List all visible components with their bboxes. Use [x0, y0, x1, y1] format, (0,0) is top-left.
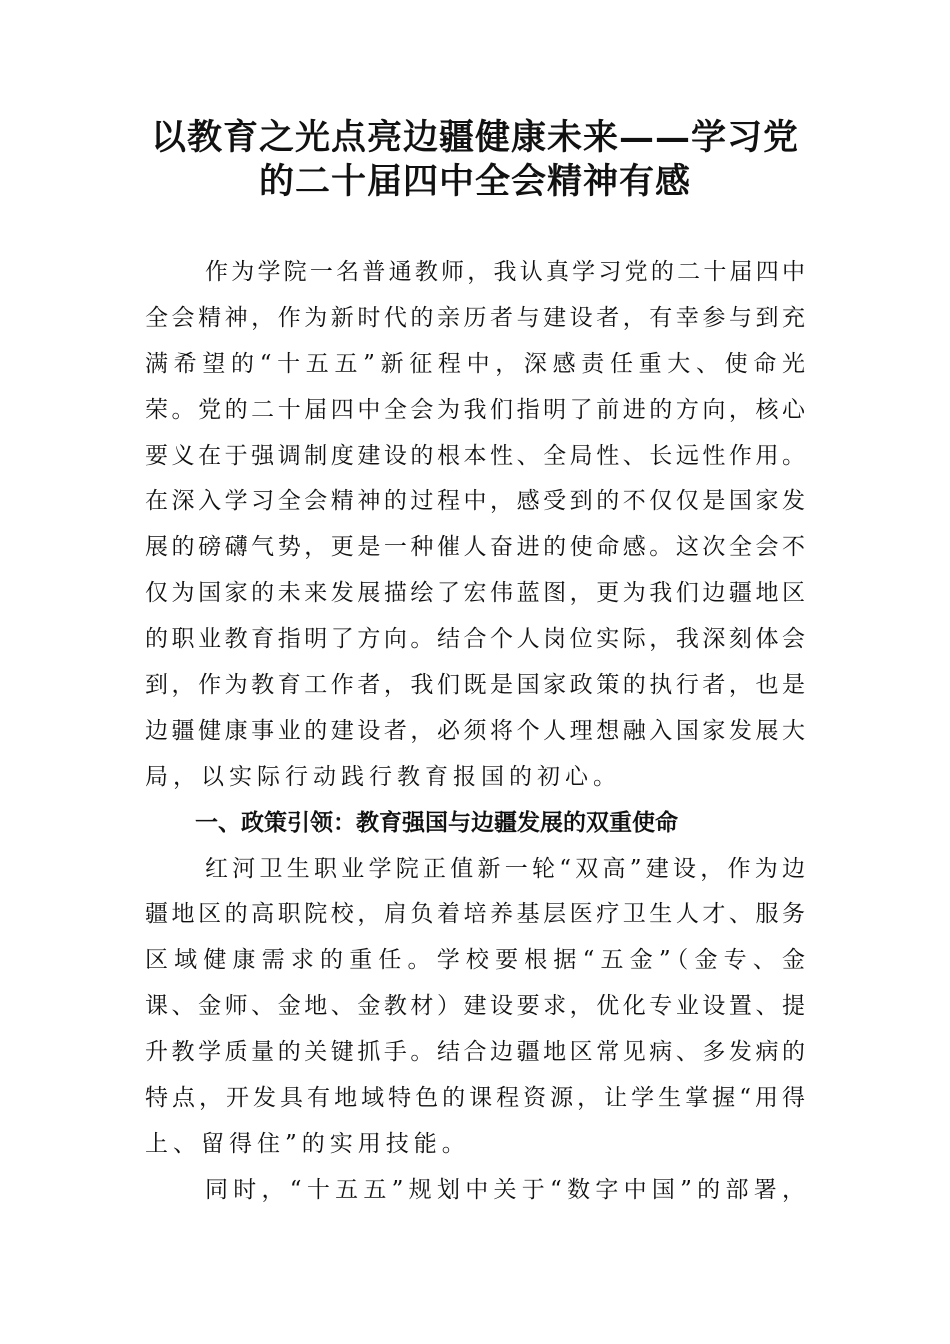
- text-line: 作为学院一名普通教师，我认真学习党的二十届四中: [205, 259, 805, 285]
- section-heading: 一、政策引领：教育强国与边疆发展的双重使命: [195, 809, 678, 836]
- text-line: 荣。党的二十届四中全会为我们指明了前进的方向，核心: [145, 396, 805, 423]
- text-line: 区域健康需求的重任。学校要根据“五金”（金专、金: [145, 947, 805, 974]
- text-line: 在深入学习全会精神的过程中，感受到的不仅仅是国家发: [145, 488, 805, 515]
- text-line: 同时，“十五五”规划中关于“数字中国”的部署，: [205, 1176, 805, 1203]
- text-line: 到，作为教育工作者，我们既是国家政策的执行者，也是: [145, 672, 805, 699]
- paragraph-digital: [145, 1168, 805, 1214]
- document-title-line-2: 的二十届四中全会精神有感: [258, 161, 691, 202]
- text-line: 的职业教育指明了方向。结合个人岗位实际，我深刻体会: [145, 626, 805, 653]
- text-line: 展的磅礴气势，更是一种催人奋进的使命感。这次全会不: [145, 534, 805, 561]
- text-line: 上、留得住”的实用技能。: [145, 1130, 470, 1157]
- text-line: 满希望的“十五五”新征程中，深感责任重大、使命光: [145, 350, 805, 377]
- document-title-line-1: 以教育之光点亮边疆健康未来——学习党: [150, 117, 799, 158]
- paragraph-intro: [145, 250, 805, 801]
- text-line: 全会精神，作为新时代的亲历者与建设者，有幸参与到充: [145, 304, 805, 331]
- text-line: 升教学质量的关键抓手。结合边疆地区常见病、多发病的: [145, 1039, 805, 1066]
- text-line: 疆地区的高职院校，肩负着培养基层医疗卫生人才、服务: [145, 901, 805, 928]
- text-line: 仅为国家的未来发展描绘了宏伟蓝图，更为我们边疆地区: [145, 580, 805, 607]
- text-line: 要义在于强调制度建设的根本性、全局性、长远性作用。: [145, 442, 805, 469]
- paragraph-policy: [145, 847, 805, 1168]
- text-line: 特点，开发具有地域特色的课程资源，让学生掌握“用得: [145, 1085, 805, 1112]
- text-line: 课、金师、金地、金教材）建设要求，优化专业设置、提: [145, 993, 805, 1020]
- document-body: [145, 250, 805, 1214]
- text-line: 红河卫生职业学院正值新一轮“双高”建设，作为边: [205, 855, 805, 882]
- text-line: 局，以实际行动践行教育报国的初心。: [145, 763, 621, 790]
- text-line: 边疆健康事业的建设者，必须将个人理想融入国家发展大: [145, 717, 805, 744]
